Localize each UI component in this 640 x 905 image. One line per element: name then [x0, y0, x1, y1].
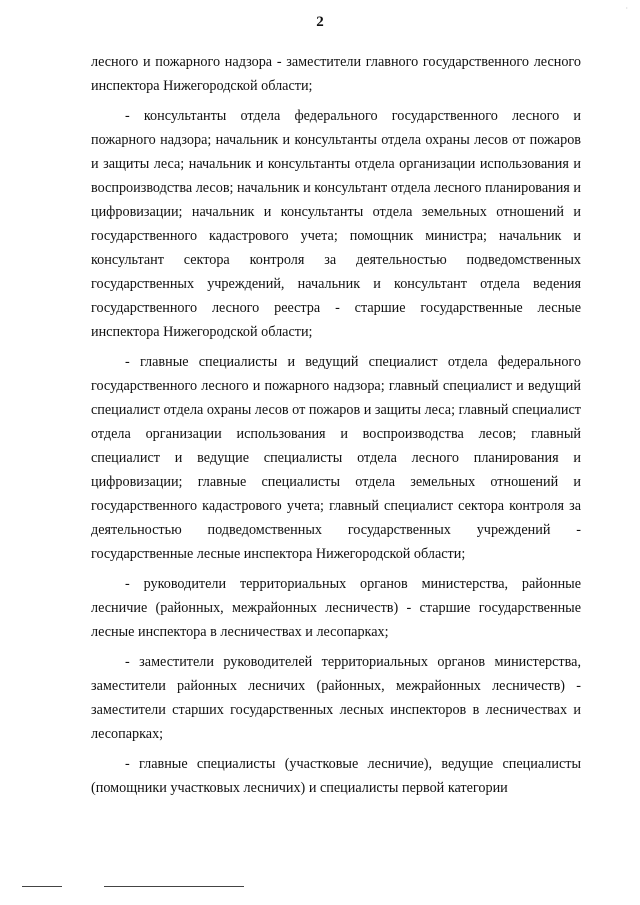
scan-artifact: · — [625, 4, 628, 13]
paragraph-state-inspectors-region: - главные специалисты и ведущий специалист отдела федерального государственного лесного и пожарного надзора; главный специалист и ведущий специалист отдела охраны лесов от пожаров и защиты леса; главный специалист отдела организации использования и воспроизводства лесов; главный специалист и ведущие специалисты отдела лесного планирования и цифровизации; главные специалисты отдела земельных отношений и государственного кадастрового учета; главный специалист сектора контроля за деятельностью подведомственных государственных учреждений - государственные лесные инспектора Нижегородской области; — [91, 354, 581, 562]
footer-divider — [104, 886, 244, 887]
paragraph-continuation: лесного и пожарного надзора - заместители главного государственного лесного инспектора Нижегородской области; — [91, 54, 581, 94]
paragraph-specialists: - главные специалисты (участковые лесничие), ведущие специалисты (помощники участковых лесничих) и специалисты первой категории — [91, 756, 581, 796]
paragraph-deputy-senior-inspectors: - заместители руководителей территориальных органов министерства, заместители районных лесничих (районных, межрайонных лесничеств) - заместители старших государственных лесных инспекторов в лесничествах и лесопарках; — [91, 654, 581, 742]
document-body — [91, 50, 581, 806]
paragraph-senior-inspectors-forestries: - руководители территориальных органов министерства, районные лесничие (районных, межрайонных лесничеств) - старшие государственные лесные инспектора в лесничествах и лесопарках; — [91, 576, 581, 640]
paragraph-senior-inspectors-region: - консультанты отдела федерального государственного лесного и пожарного надзора; начальник и консультанты отдела охраны лесов от пожаров и защиты леса; начальник и консультанты отдела организации использования и воспроизводства лесов; начальник и консультант отдела лесного планирования и цифровизации; начальник и консультанты отдела земельных отношений и государственного кадастрового учета; помощник министра; начальник и консультант сектора контроля за деятельностью подведомственных государственных учреждений, начальник и консультант отдела ведения государственного лесного реестра - старшие государственные лесные инспектора Нижегородской области; — [91, 108, 581, 340]
page-number: 2 — [316, 14, 324, 30]
footer-divider — [22, 886, 62, 887]
